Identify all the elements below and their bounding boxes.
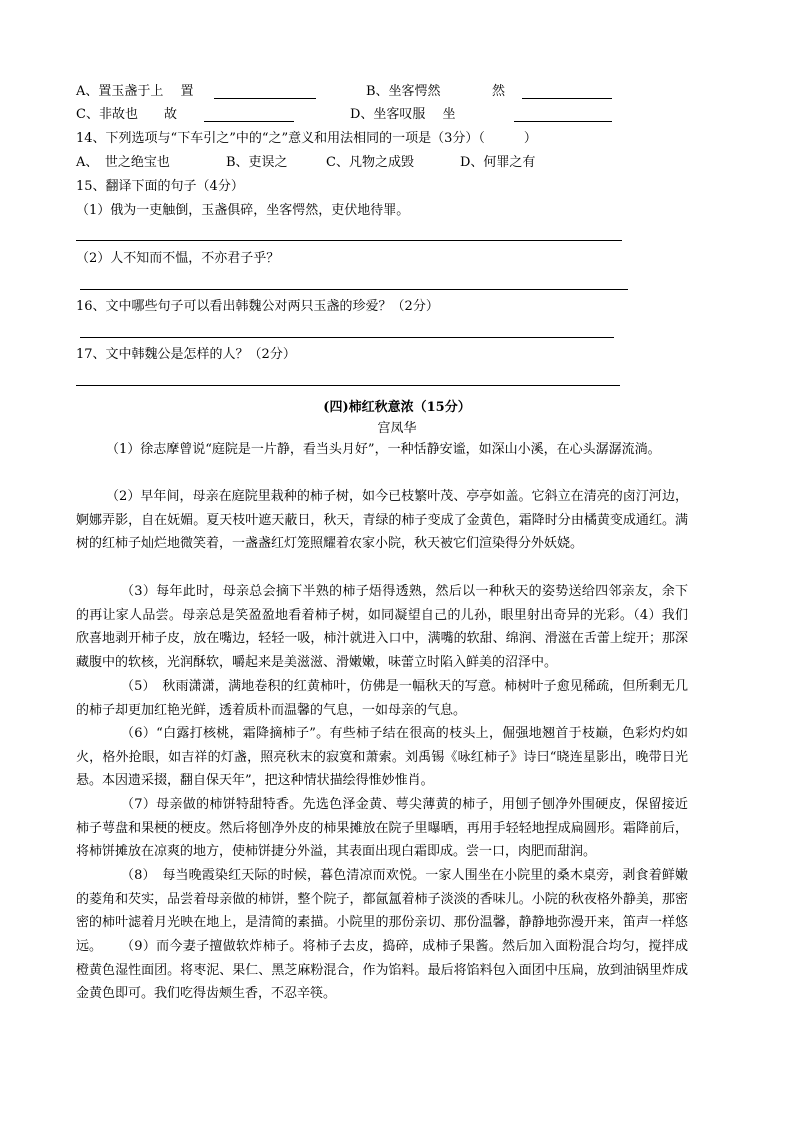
q17-answer-line[interactable] [76,385,620,386]
paragraph-9: （9）而今妻子擅做软炸柿子。将柿子去皮，捣碎，成柿子果酱。然后加入面粉混合均匀，搅拌成橙黄色湿性面团。将枣泥、果仁、黑芝麻粉混合，作为馅料。最后将馅料包入面团中压扁，放到油锅里炸成金黄色即可。我们吃得齿颊生香，不忍辛筷。 [76,939,688,1002]
q15-answer-line-2[interactable] [80,289,628,290]
q15-sentence-2: （2）人不知而不愠，不亦君子乎？ [76,251,280,266]
q13-answer-line-b[interactable] [522,98,612,99]
q14-option-c: C、凡物之成毁 [326,155,414,170]
paragraph-5: （5） 秋雨潇潇，满地卷积的红黄柿叶，仿佛是一幅秋天的写意。柿树叶子愈见稀疏，但所剩无几的柿子却更加红艳光鲜，透着质朴而温馨的气息，一如母亲的气息。 [76,679,688,718]
q16-answer-line[interactable] [80,337,614,338]
paragraph-6: （6）“白露打核桃，霜降摘柿子”。有些柿子结在很高的枝头上，倔强地翘首于枝巅，色彩灼灼如火，格外抢眼，如吉祥的灯盏，照亮秋末的寂寞和萧索。刘禹锡《咏红柿子》诗曰“晓连星影出，晚带日光悬。本因遗采掇，翻自保天年”，把这种情状描绘得惟妙惟肖。 [76,726,688,789]
q14-option-d: D、何罪之有 [460,155,536,170]
article-title: (四)柿红秋意浓（15分） [323,400,471,415]
q14-option-b: B、吏误之 [226,155,288,170]
q13-answer-line-d[interactable] [514,121,612,122]
article-author: 宫凤华 [377,421,417,436]
q13-option-b: B、坐客愕然 [366,84,441,99]
paragraph-2: （2）早年间，母亲在庭院里栽种的柿子树，如今已枝繁叶茂、亭亭如盖。它斜立在清亮的卤汀河边，婀娜弄影，自在妩媚。夏天枝叶遮天蔽日，秋天，青绿的柿子变成了金黄色，霜降时分由橘黄变成通红。满树的红柿子灿烂地微笑着，一盏盏红灯笼照耀着农家小院，秋天被它们渲染得分外妖娆。 [76,489,688,552]
paragraph-7: （7）母亲做的柿饼特甜特香。先选色泽金黄、萼尖薄黄的柿子，用刨子刨净外围硬皮，保留接近柿子萼盘和果梗的梗皮。然后将刨净外皮的柿果摊放在院子里曝晒，再用手轻轻地捏成扁圆形。霜降前后，将柿饼摊放在凉爽的地方，使柿饼捷分外溢，其表面出现白霜即成。尝一口，肉肥而甜润。 [76,797,688,860]
q15-stem: 15、翻译下面的句子（4分） [76,179,244,194]
q14-stem: 14、下列选项与“下车引之”中的“之”意义和用法相同的一项是（3分）（ ） [76,131,537,146]
q13-answer-line-a[interactable] [214,98,316,99]
q17-stem: 17、文中韩魏公是怎样的人？（2分） [76,347,296,362]
q13-option-d: D、坐客叹服 坐 [350,107,456,122]
q13-answer-line-c[interactable] [204,121,294,122]
q13-option-c: C、非故也 故 [76,107,177,122]
paragraph-3-4: （3）每年此时，母亲总会摘下半熟的柿子焐得透熟，然后以一种秋天的姿势送给四邻亲友，余下的再让家人品尝。母亲总是笑盈盈地看着柿子树，如同凝望自己的儿孙，眼里射出奇异的光彩。（4）我们欣喜地剥开柿子皮，放在嘴边，轻轻一吸，柿汁就进入口中，满嘴的软甜、绵润、滑滋在舌蕾上绽开；那深藏腹中的软核，光润酥软，嚼起来是美滋滋、滑嫩嫩，味蕾立时陷入鲜美的沼泽中。 [76,584,688,671]
paragraph-8: （8） 每当晚霞染红天际的时候，暮色清凉而欢悦。一家人围坐在小院里的桑木桌旁，剥食着鲜嫩的菱角和芡实，品尝着母亲做的柿饼，整个院子，都氤氲着柿子淡淡的香味儿。小院的秋夜格外静美，那密密的柿叶滤着月光映在地上，是清简的素描。小院里的那份亲切、那份温馨，静静地弥漫开来，笛声一样悠远。 [76,868,688,955]
paragraph-1: （1）徐志摩曾说“庭院是一片静，看当头月好”，一种恬静安谧，如深山小溪，在心头潺潺流淌。 [106,442,661,457]
q16-stem: 16、文中哪些句子可以看出韩魏公对两只玉盏的珍爱？（2分） [76,299,439,314]
q14-option-a: A、 世之绝宝也 [76,155,170,170]
q13-option-a: A、置玉盏于上 置 [76,84,194,99]
q13-option-b-word: 然 [492,84,506,99]
q15-sentence-1: （1）俄为一吏触倒，玉盏俱碎，坐客愕然，吏伏地待罪。 [76,203,410,218]
q15-answer-line-1[interactable] [76,240,622,241]
